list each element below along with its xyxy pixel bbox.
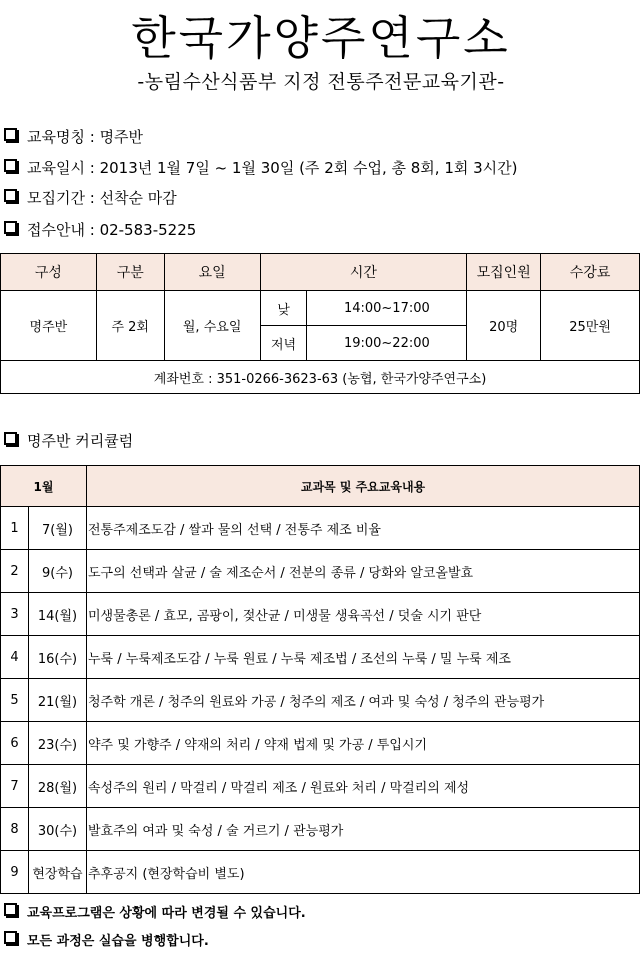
page-title: 한국가양주연구소 xyxy=(131,11,511,65)
header-day: 요일 xyxy=(164,254,260,291)
row-number: 2 xyxy=(1,550,29,593)
curriculum-row xyxy=(1,507,640,550)
curriculum-heading-text: 명주반 커리큘럼 xyxy=(27,432,134,450)
account-info: 계좌번호 : 351-0266-3623-63 (농협, 한국가양주연구소) xyxy=(1,361,640,394)
row-content: 속성주의 원리 / 막걸리 / 막걸리 제조 / 원료와 처리 / 막걸리의 제성 xyxy=(87,765,640,808)
curriculum-row xyxy=(1,679,640,722)
checkbox-bullet-icon xyxy=(4,221,17,234)
row-date: 9(수) xyxy=(29,550,87,593)
checkbox-bullet-icon xyxy=(4,189,17,202)
info-label: 접수안내 xyxy=(27,221,85,239)
info-recruit-period: 모집기간 : 선착순 마감 xyxy=(4,186,177,210)
cell-course: 명주반 xyxy=(1,291,97,361)
cell-time-evening: 19:00~22:00 xyxy=(307,326,467,361)
info-label: 모집기간 xyxy=(27,189,85,207)
row-number: 8 xyxy=(1,808,29,851)
info-value: 2013년 1월 7일 ~ 1월 30일 (주 2회 수업, 총 8회, 1회 3시간) xyxy=(99,159,518,177)
note-text: 교육프로그램은 상황에 따라 변경될 수 있습니다. xyxy=(27,906,306,921)
row-date: 30(수) xyxy=(29,808,87,851)
info-course-dates: 교육일시 : 2013년 1월 7일 ~ 1월 30일 (주 2회 수업, 총 8회, 1회 3시간) xyxy=(4,156,518,180)
row-number: 9 xyxy=(1,851,29,894)
row-content: 누룩 / 누룩제조도감 / 누룩 원료 / 누룩 제조법 / 조선의 누룩 / 밀 누룩 제조 xyxy=(87,636,640,679)
header-capacity: 모집인원 xyxy=(467,254,541,291)
checkbox-bullet-icon xyxy=(4,903,17,916)
info-value: 선착순 마감 xyxy=(99,189,177,207)
curriculum-heading xyxy=(4,429,133,453)
row-content: 약주 및 가향주 / 약재의 처리 / 약재 법제 및 가공 / 투입시기 xyxy=(87,722,640,765)
checkbox-bullet-icon xyxy=(4,159,17,172)
curriculum-row xyxy=(1,808,640,851)
row-number: 5 xyxy=(1,679,29,722)
row-number: 1 xyxy=(1,507,29,550)
row-content: 발효주의 여과 및 숙성 / 술 거르기 / 관능평가 xyxy=(87,808,640,851)
header-month: 1월 xyxy=(1,466,87,507)
checkbox-bullet-icon xyxy=(4,931,17,944)
row-date: 16(수) xyxy=(29,636,87,679)
row-date: 14(월) xyxy=(29,593,87,636)
cell-time-day: 14:00~17:00 xyxy=(307,291,467,326)
row-number: 6 xyxy=(1,722,29,765)
info-value: 02-583-5225 xyxy=(99,221,197,239)
cell-days: 월, 수요일 xyxy=(164,291,260,361)
checkbox-bullet-icon xyxy=(4,128,17,141)
row-date: 28(월) xyxy=(29,765,87,808)
header-type: 구분 xyxy=(96,254,164,291)
cell-frequency: 주 2회 xyxy=(96,291,164,361)
header-fee: 수강료 xyxy=(541,254,640,291)
row-date: 23(수) xyxy=(29,722,87,765)
info-label: 교육일시 xyxy=(27,159,85,177)
header-content: 교과목 및 주요교육내용 xyxy=(87,466,640,507)
info-contact: 접수안내 : 02-583-5225 xyxy=(4,218,196,242)
row-date: 21(월) xyxy=(29,679,87,722)
row-content: 청주학 개론 / 청주의 원료와 가공 / 청주의 제조 / 여과 및 숙성 / 청주의 관능평가 xyxy=(87,679,640,722)
cell-fee: 25만원 xyxy=(541,291,640,361)
note-program-change xyxy=(4,903,306,925)
row-content: 도구의 선택과 살균 / 술 제조순서 / 전분의 종류 / 당화와 알코올발효 xyxy=(87,550,640,593)
info-course-name: 교육명칭 : 명주반 xyxy=(4,125,143,149)
schedule-table xyxy=(0,253,640,394)
row-number: 4 xyxy=(1,636,29,679)
info-value: 명주반 xyxy=(99,128,144,146)
checkbox-bullet-icon xyxy=(4,432,17,445)
curriculum-row xyxy=(1,851,640,894)
row-date: 현장학습 xyxy=(29,851,87,894)
row-content: 전통주제조도감 / 쌀과 물의 선택 / 전통주 제조 비율 xyxy=(87,507,640,550)
curriculum-row xyxy=(1,636,640,679)
curriculum-row xyxy=(1,722,640,765)
curriculum-table xyxy=(0,465,640,894)
cell-period-day: 낮 xyxy=(260,291,307,326)
cell-capacity: 20명 xyxy=(467,291,541,361)
note-practice xyxy=(4,931,209,953)
curriculum-row xyxy=(1,550,640,593)
row-content: 추후공지 (현장학습비 별도) xyxy=(87,851,640,894)
info-label: 교육명칭 xyxy=(27,128,85,146)
row-number: 7 xyxy=(1,765,29,808)
note-text: 모든 과정은 실습을 병행합니다. xyxy=(27,934,209,949)
row-number: 3 xyxy=(1,593,29,636)
page-subtitle: -농림수산식품부 지정 전통주전문교육기관- xyxy=(137,71,505,93)
curriculum-row xyxy=(1,765,640,808)
row-content: 미생물총론 / 효모, 곰팡이, 젖산균 / 미생물 생육곡선 / 덧술 시기 판단 xyxy=(87,593,640,636)
row-date: 7(월) xyxy=(29,507,87,550)
header-course: 구성 xyxy=(1,254,97,291)
cell-period-evening: 저녁 xyxy=(260,326,307,361)
curriculum-row xyxy=(1,593,640,636)
header-time: 시간 xyxy=(260,254,467,291)
